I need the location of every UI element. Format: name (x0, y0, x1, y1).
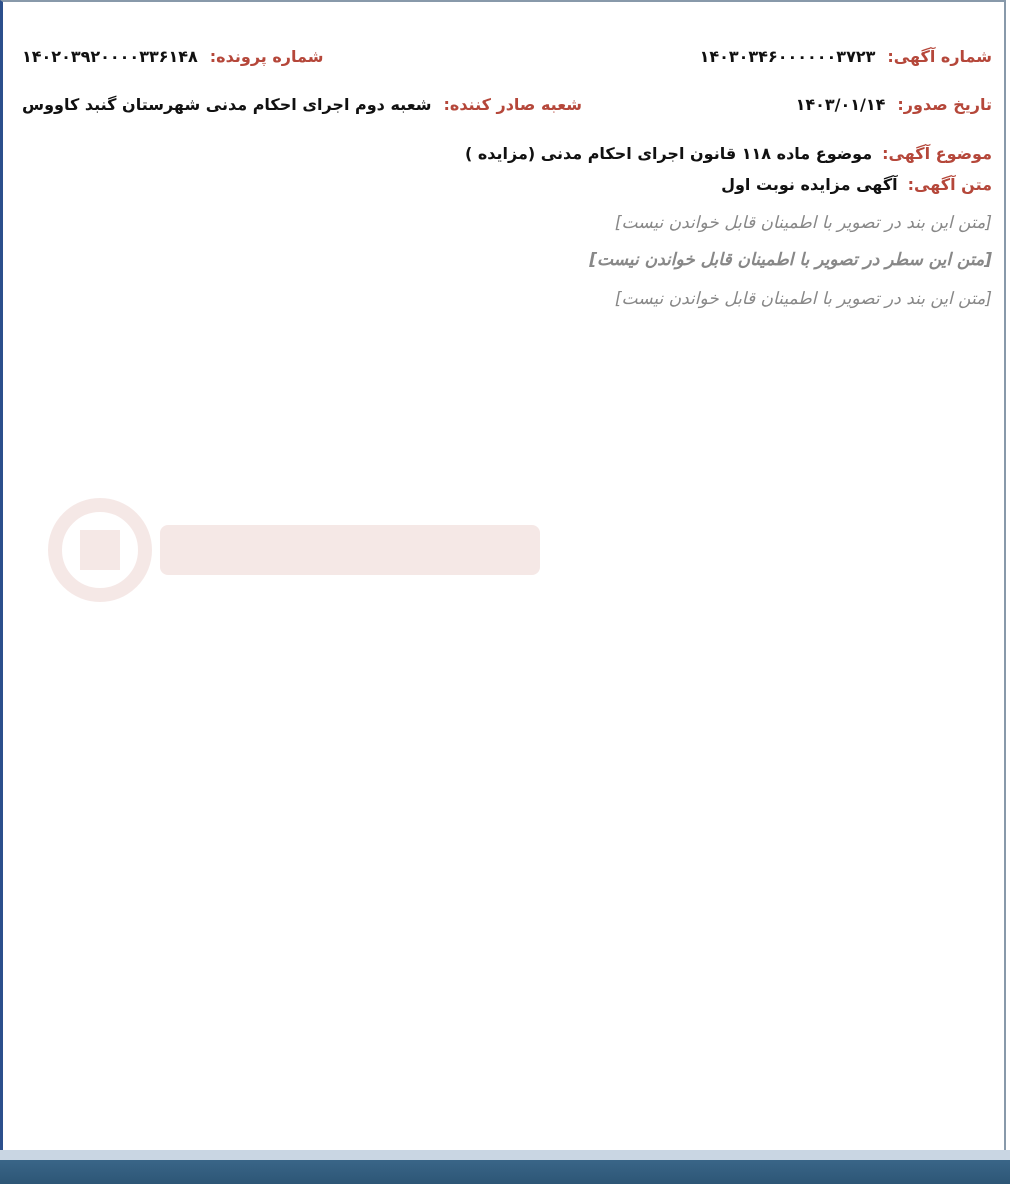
ad-number-label: شماره آگهی: (887, 46, 992, 66)
subject-value: موضوع ماده ۱۱۸ قانون اجرای احکام مدنی (مزایده ) (464, 144, 873, 163)
issuer-value: شعبه دوم اجرای احکام مدنی شهرستان گنبد کاووس (22, 94, 432, 114)
case-number-label: شماره پرونده: (209, 46, 324, 66)
issue-date-field (796, 95, 992, 114)
header-row-2 (22, 82, 992, 126)
window-bottom-bar (0, 1150, 1010, 1184)
body-paragraph-2: [متن این بند در تصویر با اطمینان قابل خواندن نیست] (614, 289, 992, 309)
issue-date-label: تاریخ صدور: (897, 94, 992, 114)
issue-date-value: ۱۴۰۳/۰۱/۱۴ (795, 94, 886, 114)
subject-label: موضوع آگهی: (882, 144, 992, 163)
ad-number-field (700, 47, 992, 66)
case-number-field (22, 47, 323, 66)
subject-row (22, 144, 992, 163)
body-title: آگهی مزایده نوبت اول (721, 175, 898, 194)
body-label: متن آگهی: (907, 175, 992, 194)
header-row-1 (22, 34, 992, 78)
ad-number-value: ۱۴۰۳۰۳۴۶۰۰۰۰۰۰۳۷۲۳ (699, 46, 876, 66)
issuer-field (22, 95, 582, 114)
body-paragraph-1: [متن این بند در تصویر با اطمینان قابل خواندن نیست] (614, 213, 992, 233)
body-title-row (22, 175, 992, 194)
window-bottom-bar-highlight (0, 1150, 1010, 1160)
issuer-label: شعبه صادر کننده: (443, 94, 582, 114)
document-body (22, 34, 992, 314)
sale-intro-line: [متن این سطر در تصویر با اطمینان قابل خواندن نیست] (589, 250, 992, 270)
case-number-value: ۱۴۰۲۰۳۹۲۰۰۰۰۳۳۶۱۴۸ (22, 46, 198, 66)
